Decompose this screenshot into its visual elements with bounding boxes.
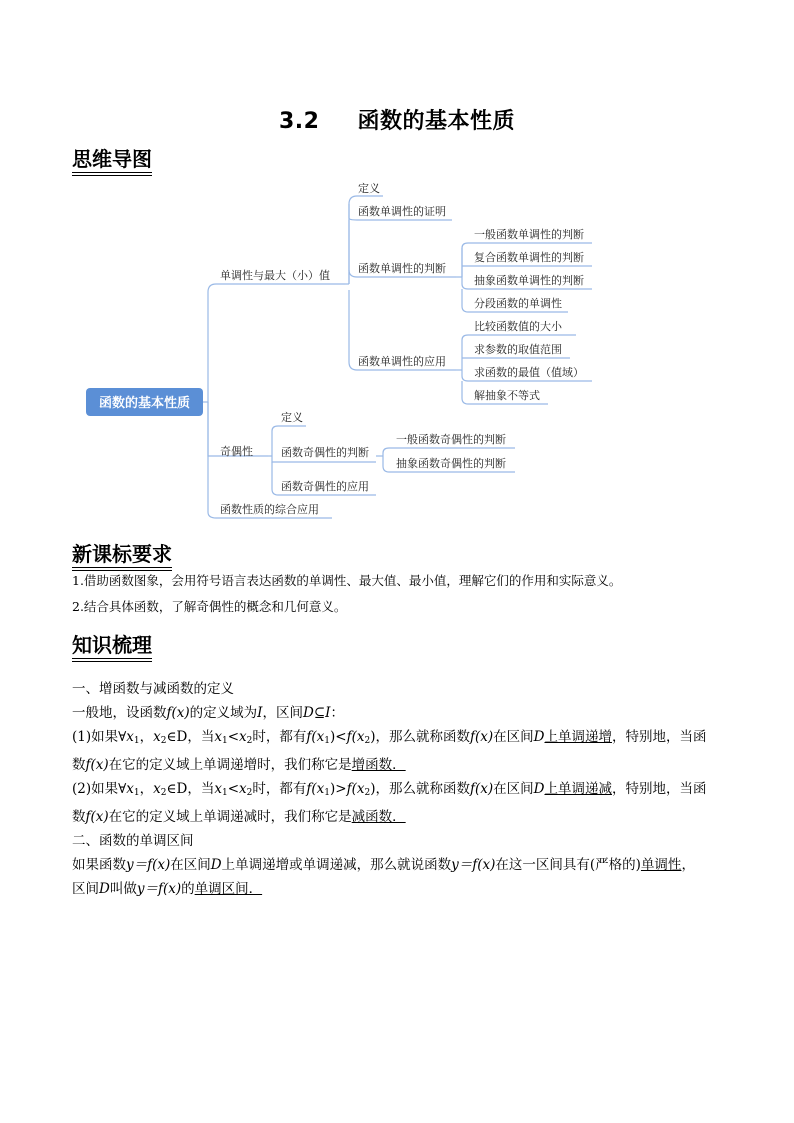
- heading-knowledge: 知识梳理: [72, 633, 152, 657]
- mm-leaf: 解抽象不等式: [474, 389, 540, 402]
- mm-leaf: 分段函数的单调性: [474, 297, 562, 310]
- mm-leaf: 一般函数奇偶性的判断: [396, 433, 506, 446]
- mm-leaf: 复合函数单调性的判断: [474, 251, 584, 264]
- mm-node-definition: 定义: [281, 411, 303, 424]
- mm-node-proof: 函数单调性的证明: [358, 205, 446, 218]
- mm-node-judge: 函数奇偶性的判断: [281, 446, 369, 459]
- mm-branch-monotonicity: 单调性与最大（小）值: [220, 269, 330, 282]
- mm-leaf: 抽象函数单调性的判断: [474, 274, 584, 287]
- knowledge-body: [72, 677, 722, 901]
- page-title: 3.2 函数的基本性质: [279, 109, 515, 134]
- section-1-heading: 一、增函数与减函数的定义: [72, 681, 234, 697]
- mm-node-apply: 函数单调性的应用: [358, 355, 446, 368]
- mm-branch-parity: 奇偶性: [220, 445, 253, 458]
- mm-leaf: 抽象函数奇偶性的判断: [396, 457, 506, 470]
- mm-leaf: 比较函数值的大小: [474, 320, 562, 333]
- mm-node-definition: 定义: [358, 182, 380, 195]
- section-2-heading: 二、函数的单调区间: [72, 833, 194, 849]
- heading-requirements: 新课标要求: [72, 542, 172, 566]
- mm-leaf: 求参数的取值范围: [474, 343, 562, 356]
- mind-map-root: 函数的基本性质: [98, 396, 191, 411]
- paragraph-monotonic-interval: 如果函数y＝f(x)在区间D上单调递增或单调递减，那么就说函数y＝f(x)在这一区间具有(严格的)单调性， 区间D叫做y＝f(x)的单调区间．: [72, 857, 695, 897]
- requirement-1: 1.借助函数图象，会用符号语言表达函数的单调性、最大值、最小值，理解它们的作用和实际意义。: [72, 573, 622, 588]
- mm-leaf: 求函数的最值（值域）: [474, 366, 584, 379]
- mm-node-judge: 函数单调性的判断: [358, 262, 446, 275]
- paragraph-decreasing: (2)如果$\forall x_1$，$x_2\in D$，当$x_1<x_2$时，都有$f(x_1)>f(x_2)$，那么就称函数f(x)在区间D上单调递减，特别地，当函 数f(x)在它的定义域上单调递减时，我们称它是减函数．: [72, 781, 707, 825]
- paragraph-increasing: (1)如果$\forall x_1$，$x_2\in D$，当$x_1<x_2$时，都有$f(x_1)<f(x_2)$，那么就称函数f(x)在区间D上单调递增，特别地，当函 数f(x)在它的定义域上单调递增时，我们称它是增函数．: [72, 729, 707, 773]
- heading-mindmap: 思维导图: [72, 147, 152, 171]
- mm-branch-combined: 函数性质的综合应用: [220, 503, 319, 516]
- section-1-intro: 一般地，设函数f(x)的定义域为I，区间D⊆I：: [72, 705, 344, 721]
- requirement-2: 2.结合具体函数，了解奇偶性的概念和几何意义。: [72, 599, 347, 614]
- mm-leaf: 一般函数单调性的判断: [474, 228, 584, 241]
- mm-node-apply: 函数奇偶性的应用: [281, 480, 369, 493]
